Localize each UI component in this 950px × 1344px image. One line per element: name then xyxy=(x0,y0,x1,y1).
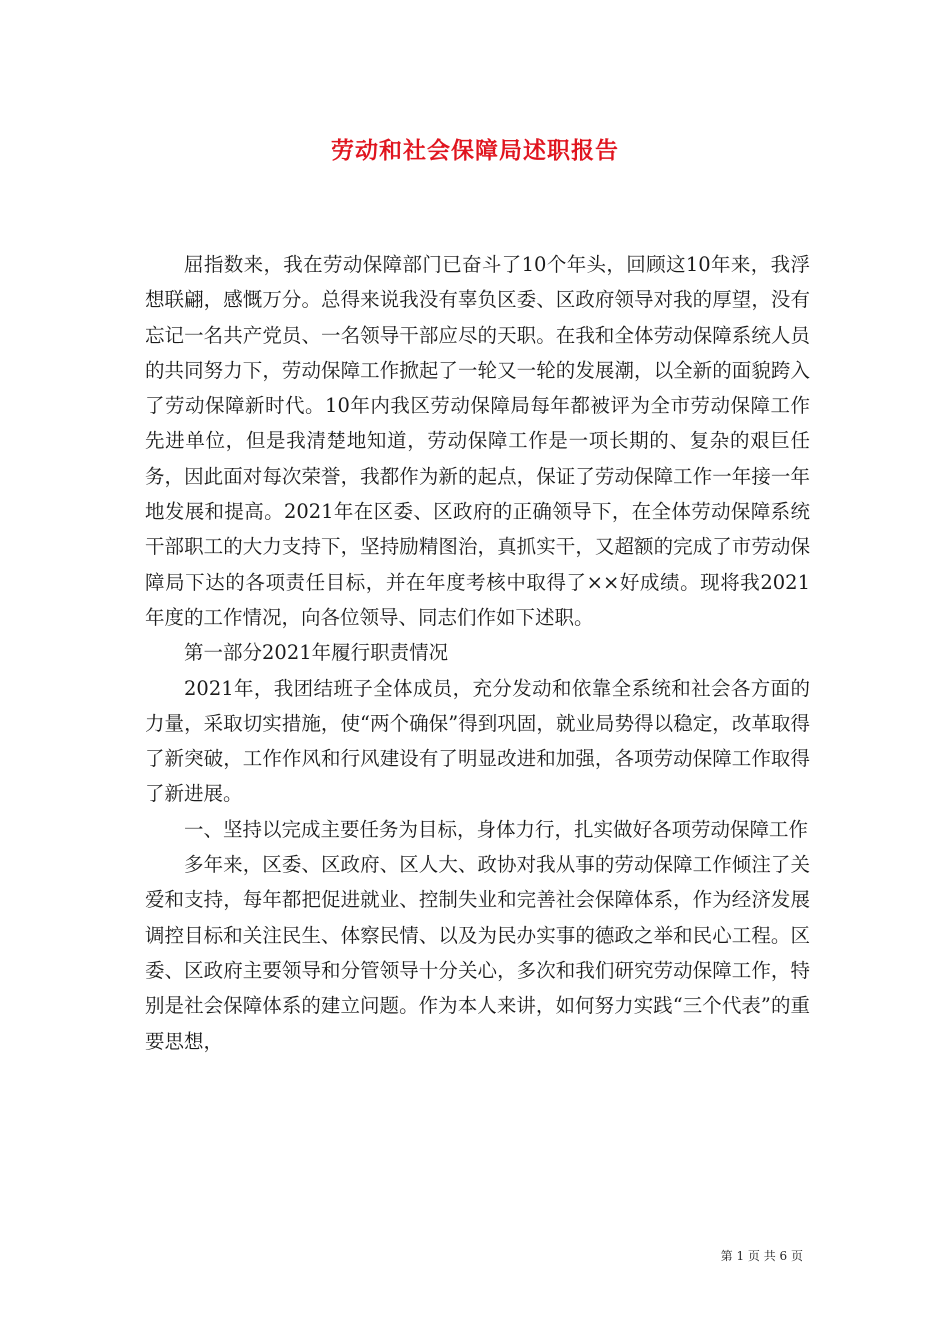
paragraph-support: 多年来，区委、区政府、区人大、政协对我从事的劳动保障工作倾注了关爱和支持，每年都把促进就业、控制失业和完善社会保障体系，作为经济发展调控目标和关注民生、体察民情、以及为民办实事的德政之举和民心工程。区委、区政府主要领导和分管领导十分关心，多次和我们研究劳动保障工作，特别是社会保障体系的建立问题。作为本人来讲，如何努力实践“三个代表”的重要思想， xyxy=(145,853,810,1053)
document-body xyxy=(145,247,810,1059)
document-title: 劳动和社会保障局述职报告 xyxy=(331,137,619,164)
section-heading-one: 一、坚持以完成主要任务为目标，身体力行，扎实做好各项劳动保障工作 xyxy=(184,817,809,841)
section-heading-part-one: 第一部分2021年履行职责情况 xyxy=(184,641,449,665)
page-number-footer: 第 1 页 共 6 页 xyxy=(720,1249,803,1263)
paragraph-2021-summary: 2021年，我团结班子全体成员，充分发动和依靠全系统和社会各方面的力量，采取切实措施，使“两个确保”得到巩固，就业局势得以稳定，改革取得了新突破，工作作风和行风建设有了明显改进和加强，各项劳动保障工作取得了新进展。 xyxy=(145,676,810,806)
paragraph-intro: 屈指数来，我在劳动保障部门已奋斗了10个年头，回顾这10年来，我浮想联翩，感慨万分。总得来说我没有辜负区委、区政府领导对我的厚望，没有忘记一名共产党员、一名领导干部应尽的天职。在我和全体劳动保障系统人员的共同努力下，劳动保障工作掀起了一轮又一轮的发展潮，以全新的面貌跨入了劳动保障新时代。10年内我区劳动保障局每年都被评为全市劳动保障工作先进单位，但是我清楚地知道，劳动保障工作是一项长期的、复杂的艰巨任务，因此面对每次荣誉，我都作为新的起点，保证了劳动保障工作一年接一年地发展和提高。2021年在区委、区政府的正确领导下，在全体劳动保障系统干部职工的大力支持下，坚持励精图治，真抓实干，又超额的完成了市劳动保障局下达的各项责任目标，并在年度考核中取得了××好成绩。现将我2021年度的工作情况，向各位领导、同志们作如下述职。 xyxy=(145,253,810,629)
